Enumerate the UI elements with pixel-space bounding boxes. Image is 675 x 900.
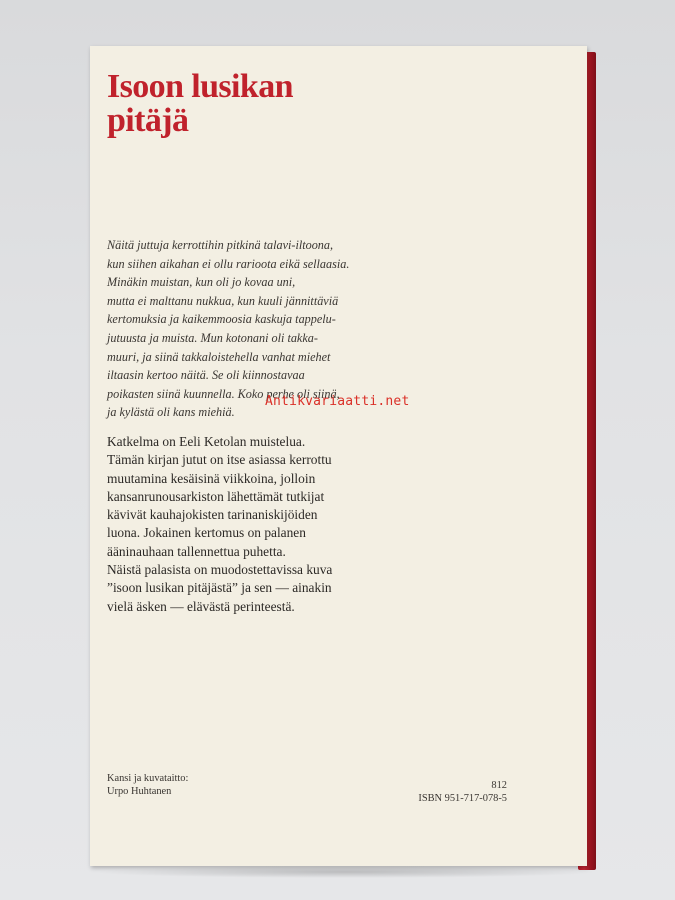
quote-line: Näitä juttuja kerrottihin pitkinä talavi-iltoona, bbox=[107, 238, 334, 252]
site-watermark: Antikvariaatti.net bbox=[265, 394, 410, 409]
quote-line: mutta ei malttanu nukkua, kun kuuli jännittäviä bbox=[107, 293, 339, 308]
description-line: Katkelma on Eeli Ketolan muistelua. bbox=[107, 434, 306, 449]
description-line: ääninauhaan tallennettua puhetta. bbox=[107, 543, 286, 559]
credits-label: Kansi ja kuvataitto: bbox=[107, 773, 189, 784]
quote-line: poikasten siinä kuunnella. Koko perhe oli siinä, bbox=[107, 386, 340, 401]
description-line: vielä äsken — elävästä perinteestä. bbox=[107, 598, 295, 614]
description-line: kansanrunousarkiston lähettämät tutkijat bbox=[107, 488, 325, 504]
quote-line: iltaasin kertoo näitä. Se oli kiinnostavaa bbox=[107, 368, 305, 383]
isbn-block bbox=[418, 779, 507, 805]
credits-name: Urpo Huhtanen bbox=[107, 786, 172, 797]
description-line: Näistä palasista on muodostettavissa kuva bbox=[107, 562, 333, 578]
quote-line: kun siihen aikahan ei ollu rarioota eikä sellaasia. bbox=[107, 256, 350, 271]
description-line: luona. Jokainen kertomus on palanen bbox=[107, 525, 306, 541]
book-title-line-2: pitäjä bbox=[107, 102, 189, 139]
description-line: Tämän kirjan jutut on itse asiassa kerrottu bbox=[107, 452, 332, 468]
book-title-line-1: Isoon lusikan bbox=[107, 68, 293, 105]
isbn-number: ISBN 951-717-078-5 bbox=[418, 793, 507, 804]
book-title bbox=[107, 70, 293, 138]
book-shadow bbox=[92, 866, 598, 878]
description-line: kävivät kauhajokisten tarinaniskijöiden bbox=[107, 507, 318, 523]
description-line: muutamina kesäisinä viikkoina, jolloin bbox=[107, 470, 316, 486]
cover-credits bbox=[107, 772, 188, 798]
book-back-cover bbox=[90, 46, 587, 866]
quote-line: muuri, ja siinä takkaloistehella vanhat miehet bbox=[107, 349, 331, 364]
quote-line: kertomuksia ja kaikemmoosia kaskuja tappelu- bbox=[107, 312, 336, 327]
catalog-code: 812 bbox=[491, 780, 507, 791]
description-line: ”isoon lusikan pitäjästä” ja sen — ainakin bbox=[107, 580, 332, 596]
quote-line: Minäkin muistan, kun oli jo kovaa uni, bbox=[107, 275, 296, 290]
description-block bbox=[107, 433, 527, 616]
quote-line: ja kylästä oli kans miehiä. bbox=[107, 405, 235, 420]
quote-line: jutuusta ja muista. Mun kotonani oli takka- bbox=[107, 330, 318, 345]
